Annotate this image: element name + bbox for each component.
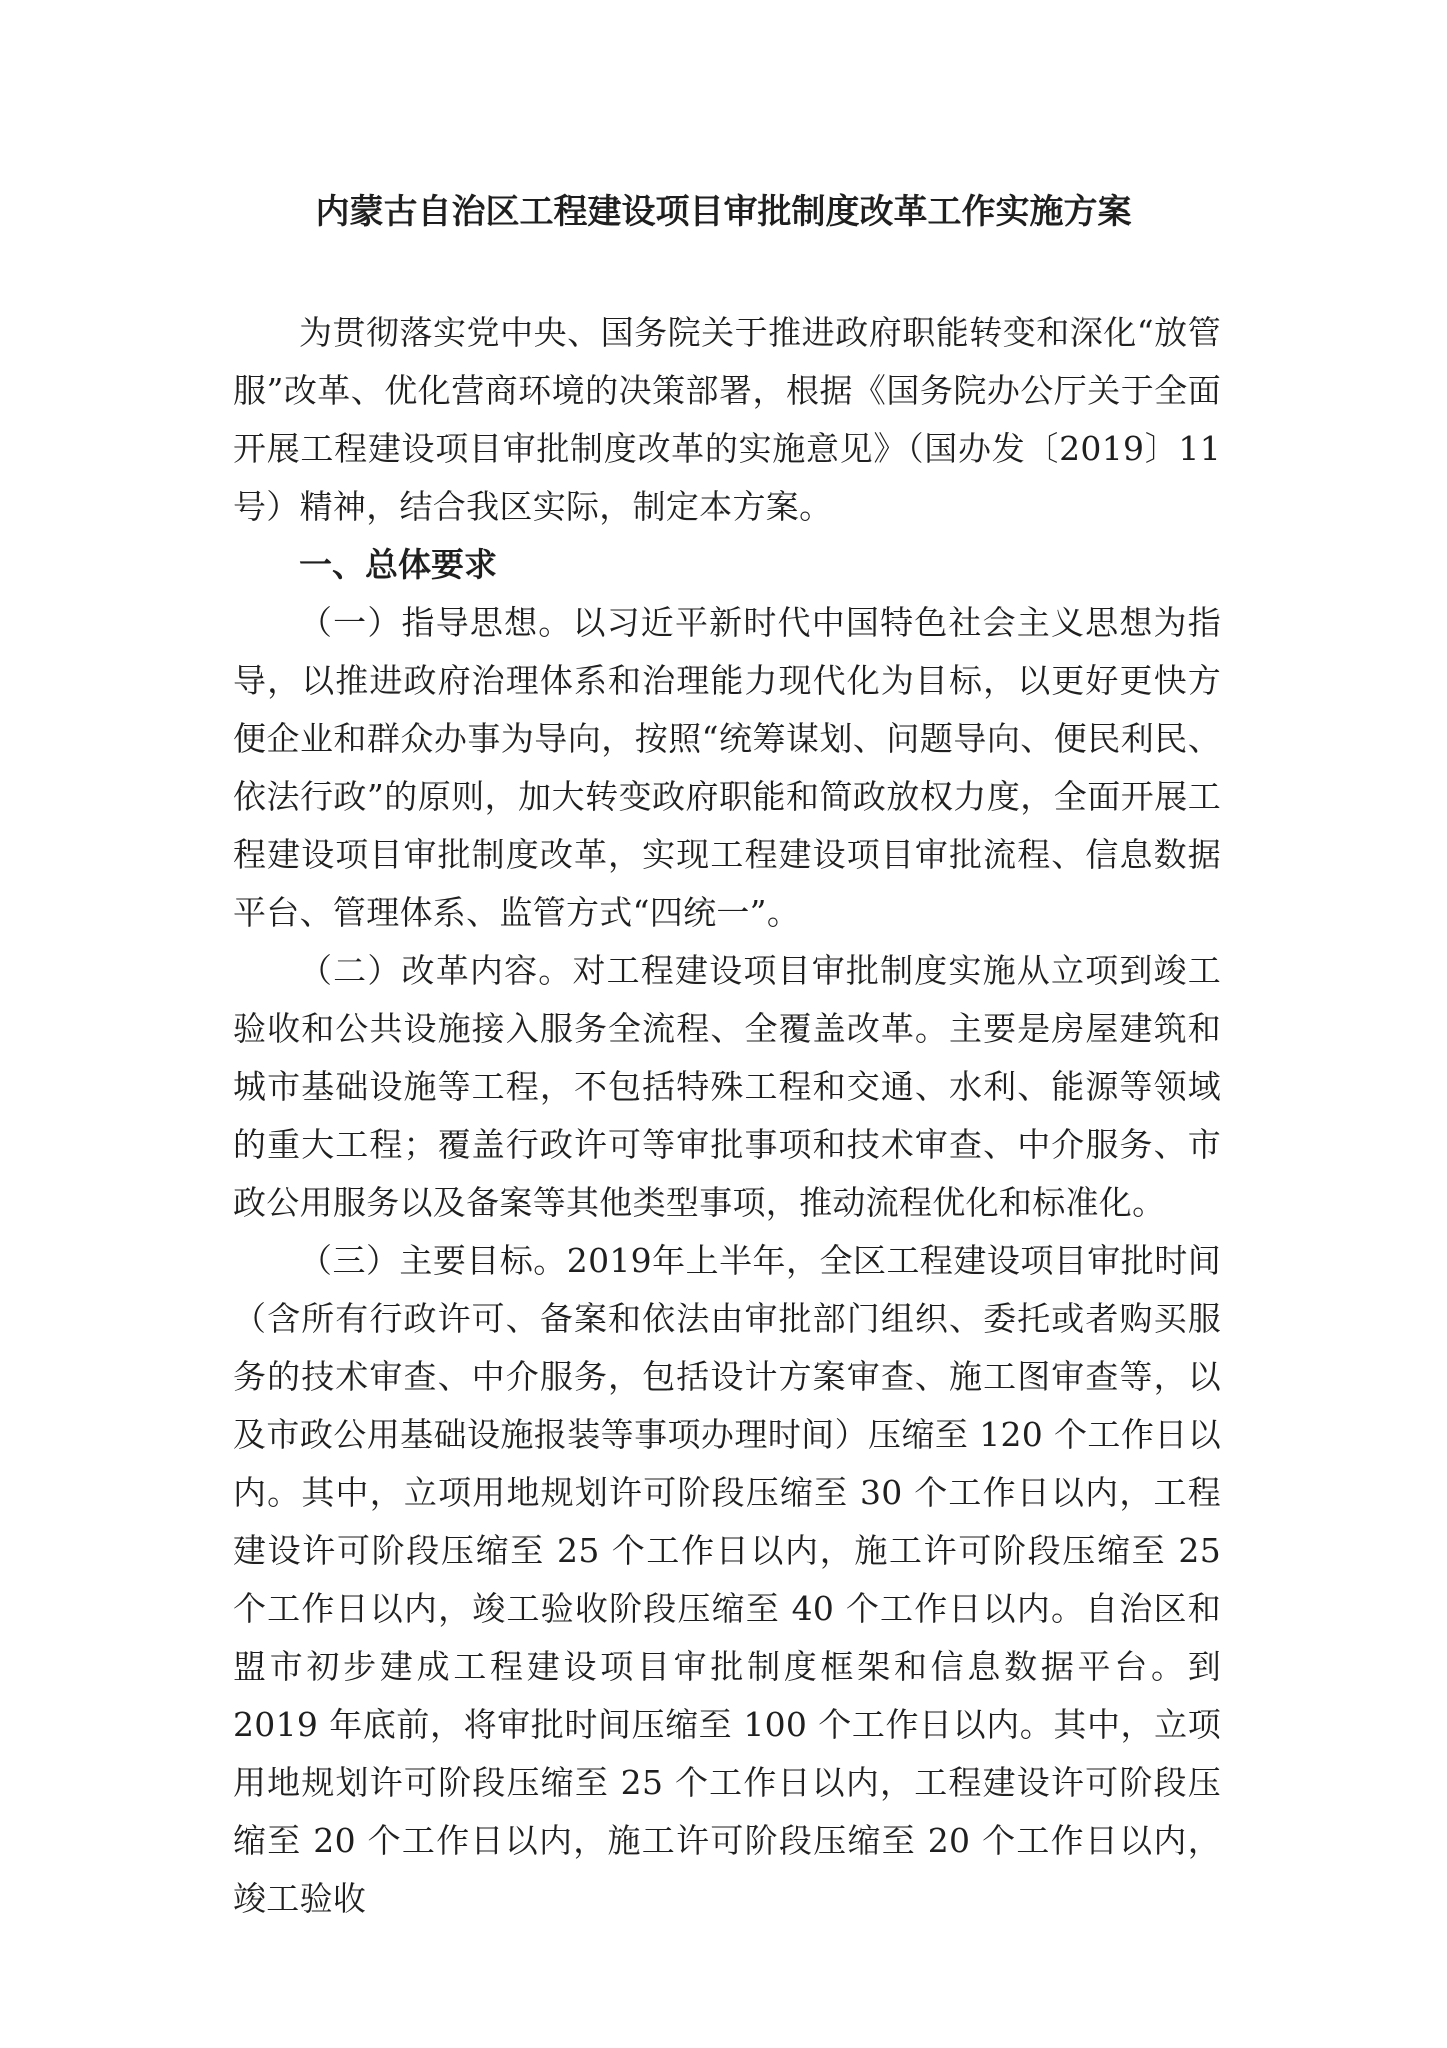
reform-content-paragraph: （二）改革内容。对工程建设项目审批制度实施从立项到竣工验收和公共设施接入服务全流程、全覆盖改革。主要是房屋建筑和城市基础设施等工程，不包括特殊工程和交通、水利、能源等领域的重大工程；覆盖行政许可等审批事项和技术审查、中介服务、市政公用服务以及备案等其他类型事项，推动流程优化和标准化。 [233,951,1221,1222]
main-goals-paragraph: （三）主要目标。2019年上半年，全区工程建设项目审批时间（含所有行政许可、备案和依法由审批部门组织、委托或者购买服务的技术审查、中介服务，包括设计方案审查、施工图审查等，以及市政公用基础设施报装等事项办理时间）压缩至 120 个工作日以内。其中，立项用地规划许可阶段压缩至 30 个工作日以内，工程建设许可阶段压缩至 25 个工作日以内，施工许可阶段压缩至 25 个工作日以内，竣工验收阶段压缩至 40 个工作日以内。自治区和盟市初步建成工程建设项目审批制度框架和信息数据平台。到 2019 年底前，将审批时间压缩至 100 个工作日以内。其中，立项用地规划许可阶段压缩至 25 个工作日以内，工程建设许可阶段压缩至 20 个工作日以内，施工许可阶段压缩至 20 个工作日以内，竣工验收 [233,1241,1221,1918]
document-title: 内蒙古自治区工程建设项目审批制度改革工作实施方案 [315,192,1132,232]
guiding-ideology-paragraph: （一）指导思想。以习近平新时代中国特色社会主义思想为指导，以推进政府治理体系和治理能力现代化为目标，以更好更快方便企业和群众办事为导向，按照“统筹谋划、问题导向、便民利民、依法行政”的原则，加大转变政府职能和简政放权力度，全面开展工程建设项目审批制度改革，实现工程建设项目审批流程、信息数据平台、管理体系、监管方式“四统一”。 [233,603,1221,932]
document-body [233,304,1221,1928]
section-heading-general-requirements: 一、总体要求 [299,545,497,584]
intro-paragraph: 为贯彻落实党中央、国务院关于推进政府职能转变和深化“放管服”改革、优化营商环境的决策部署，根据《国务院办公厅关于全面开展工程建设项目审批制度改革的实施意见》（国办发〔2019〕11号）精神，结合我区实际，制定本方案。 [233,313,1221,526]
